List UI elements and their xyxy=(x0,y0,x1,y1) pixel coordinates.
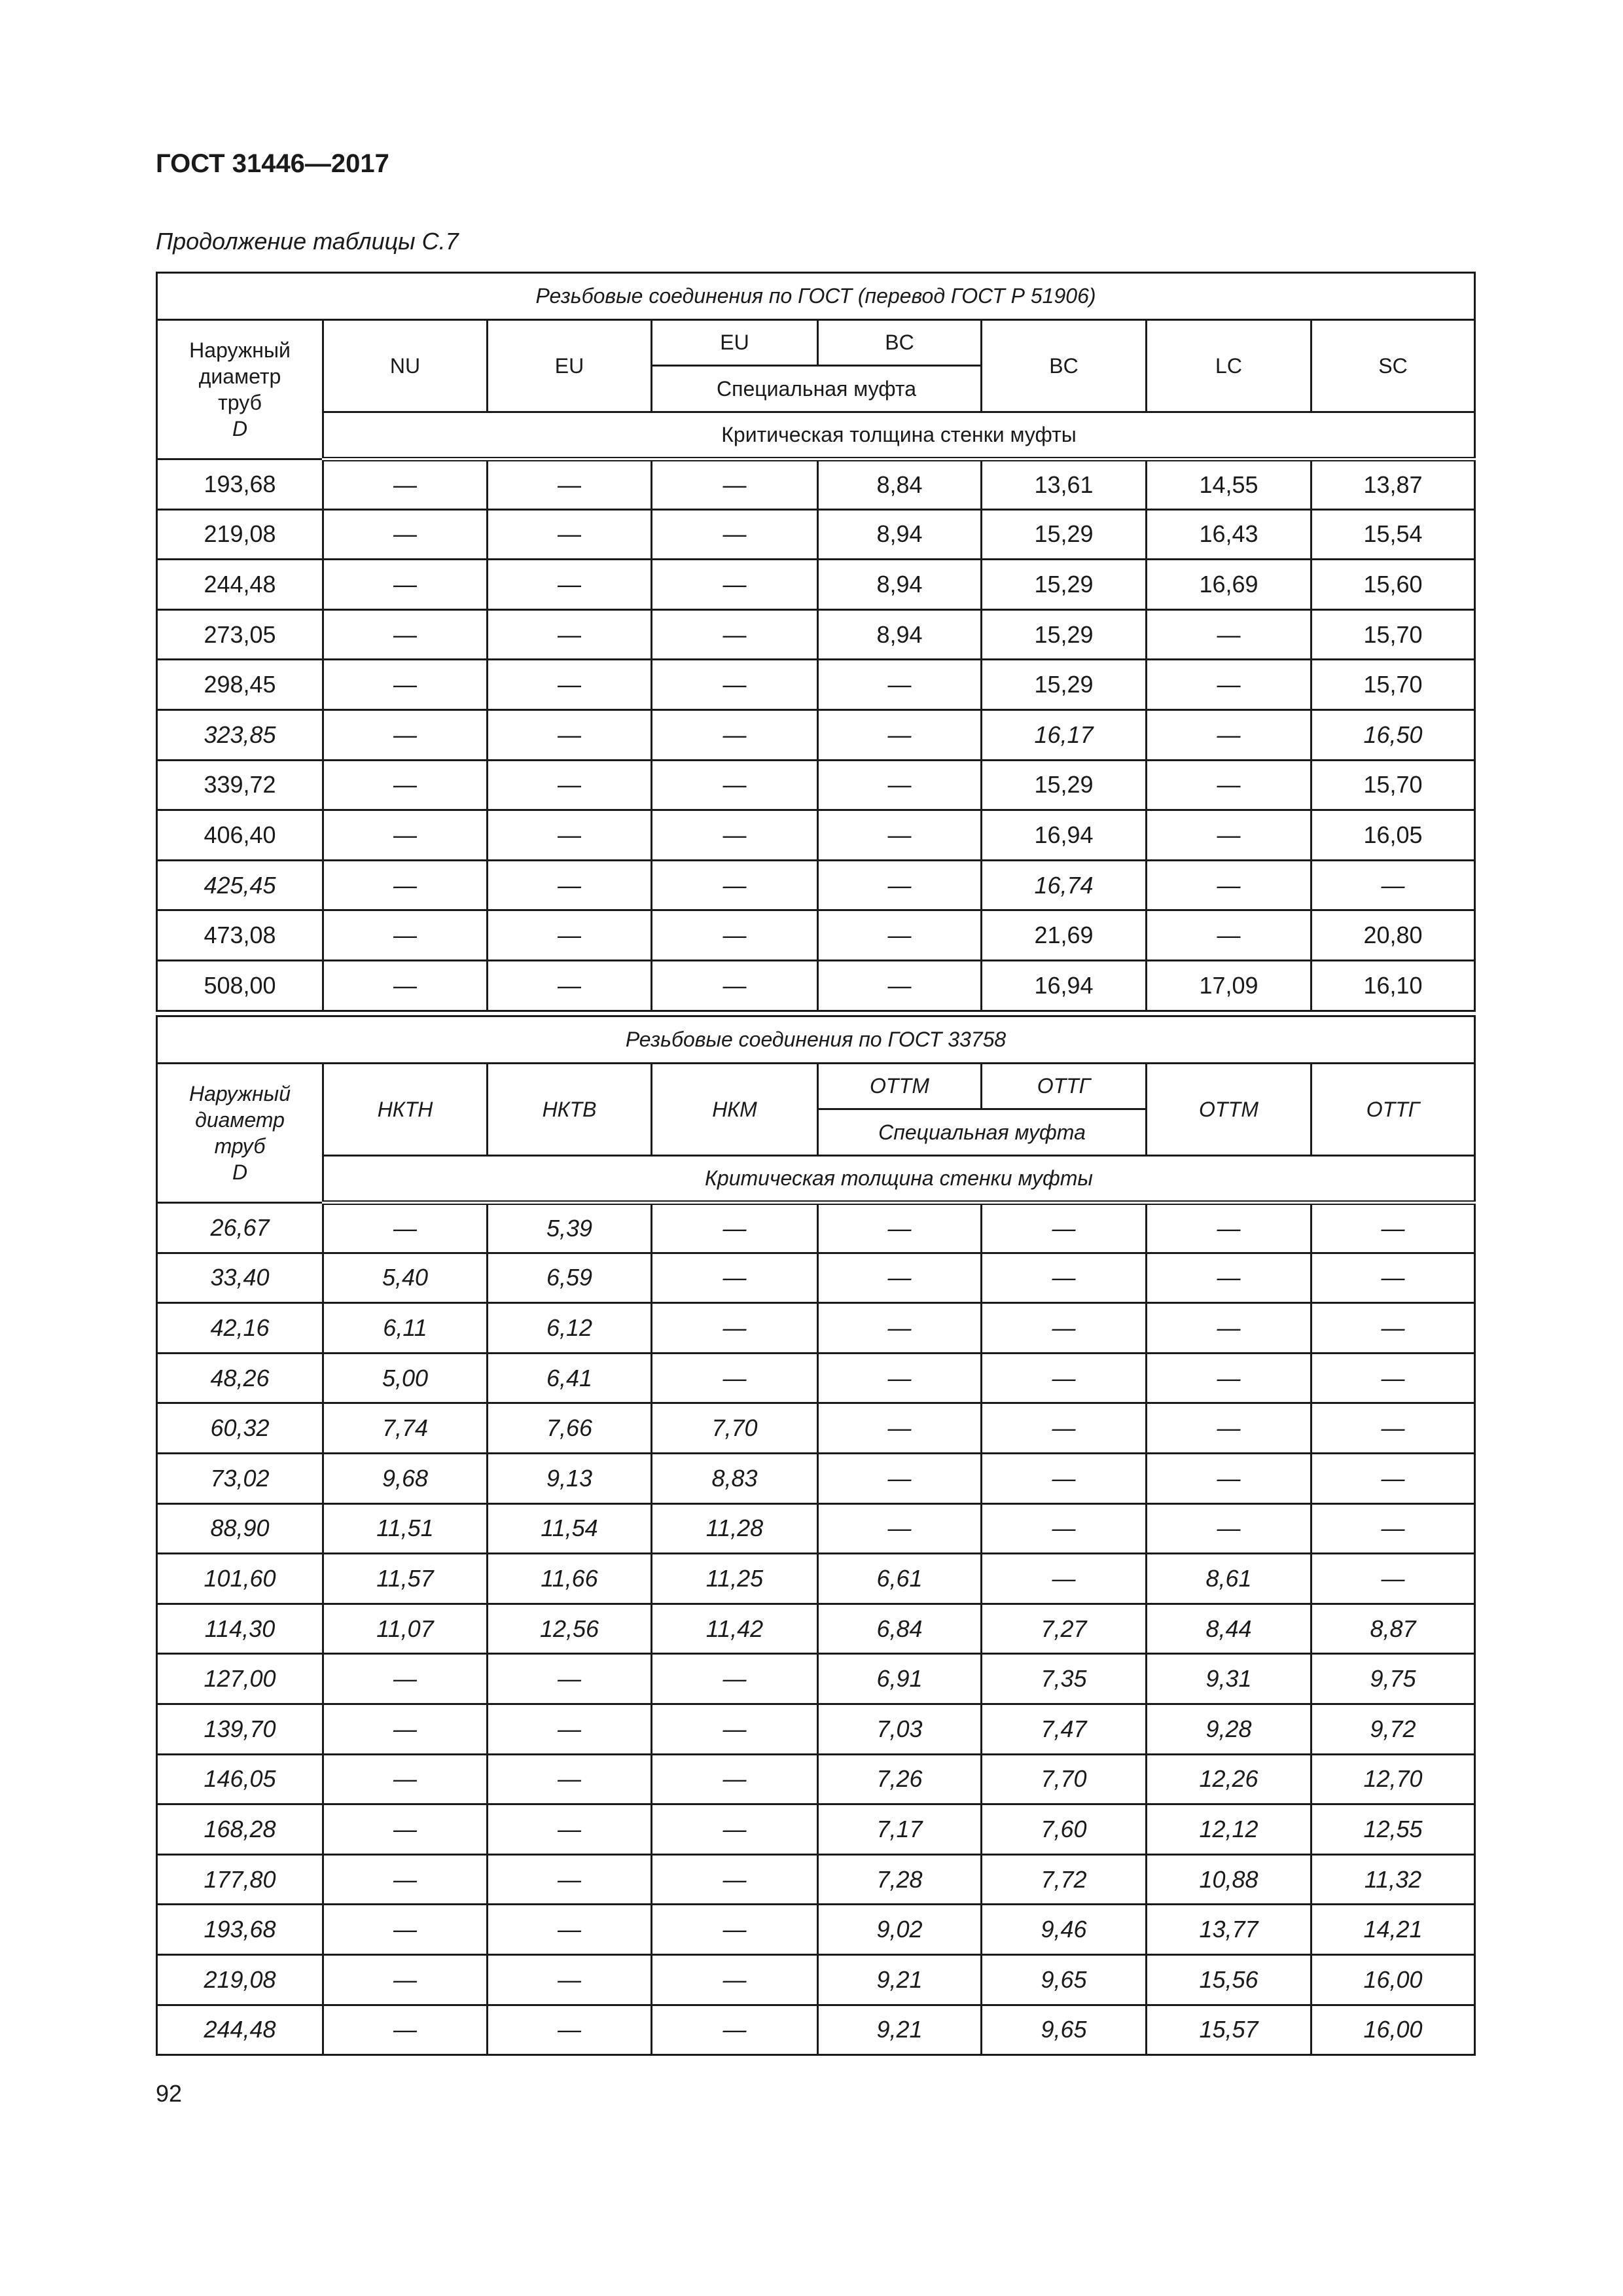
table-row xyxy=(157,810,1475,861)
thickness-cell: — xyxy=(818,810,982,861)
table-row xyxy=(157,709,1475,760)
thickness-cell: 7,26 xyxy=(818,1754,982,1804)
thickness-cell: 13,77 xyxy=(1147,1905,1311,1955)
thickness-cell: — xyxy=(818,1253,982,1303)
thickness-cell: — xyxy=(818,660,982,710)
col-header-ottm-special: ОТТМ xyxy=(818,1064,982,1109)
table-row xyxy=(157,1303,1475,1354)
thickness-cell: 9,28 xyxy=(1147,1704,1311,1754)
thickness-cell: — xyxy=(652,509,818,560)
thickness-cell: — xyxy=(1311,1253,1475,1303)
thickness-cell: 9,65 xyxy=(982,2005,1147,2055)
thickness-cell: 15,70 xyxy=(1311,760,1475,810)
thickness-cell: — xyxy=(1147,1503,1311,1554)
col-header-nkm: НКМ xyxy=(652,1064,818,1156)
thickness-cell: 11,66 xyxy=(488,1554,652,1604)
thickness-cell: — xyxy=(323,509,488,560)
thickness-cell: 12,12 xyxy=(1147,1804,1311,1855)
thickness-cell: 8,83 xyxy=(652,1453,818,1503)
thickness-cell: — xyxy=(1311,860,1475,910)
thickness-cell: 16,00 xyxy=(1311,2005,1475,2055)
thickness-cell: 14,21 xyxy=(1311,1905,1475,1955)
thickness-cell: — xyxy=(1311,1554,1475,1604)
col-header-sc: SC xyxy=(1311,320,1475,412)
thickness-cell: — xyxy=(652,810,818,861)
thickness-cell: — xyxy=(1147,1403,1311,1454)
thickness-cell: — xyxy=(488,860,652,910)
thickness-cell: 11,42 xyxy=(652,1604,818,1654)
diameter-cell: 244,48 xyxy=(157,560,323,610)
thickness-cell: — xyxy=(652,860,818,910)
thickness-cell: 7,27 xyxy=(982,1604,1147,1654)
col-header-bc: BC xyxy=(982,320,1147,412)
thickness-cell: — xyxy=(1311,1503,1475,1554)
thickness-cell: 9,46 xyxy=(982,1905,1147,1955)
table-gost-33758 xyxy=(156,1015,1476,2056)
diameter-header-line: диаметр xyxy=(198,365,281,388)
table-row xyxy=(157,760,1475,810)
thickness-cell: — xyxy=(1147,910,1311,961)
table-row xyxy=(157,1854,1475,1905)
thickness-cell: — xyxy=(652,459,818,510)
thickness-cell: 15,56 xyxy=(1147,1954,1311,2005)
thickness-cell: 6,84 xyxy=(818,1604,982,1654)
thickness-cell: — xyxy=(323,1905,488,1955)
thickness-cell: — xyxy=(652,1203,818,1253)
thickness-cell: 15,29 xyxy=(982,609,1147,660)
thickness-cell: 8,84 xyxy=(818,459,982,510)
thickness-cell: — xyxy=(323,1203,488,1253)
thickness-cell: — xyxy=(323,709,488,760)
thickness-cell: 16,43 xyxy=(1147,509,1311,560)
thickness-cell: 15,29 xyxy=(982,660,1147,710)
table-row xyxy=(157,609,1475,660)
thickness-cell: 20,80 xyxy=(1311,910,1475,961)
page-number: 92 xyxy=(156,2080,183,2107)
thickness-cell: — xyxy=(488,459,652,510)
thickness-cell: 13,87 xyxy=(1311,459,1475,510)
thickness-cell: 10,88 xyxy=(1147,1854,1311,1905)
thickness-cell: 12,55 xyxy=(1311,1804,1475,1855)
thickness-cell: — xyxy=(1311,1203,1475,1253)
thickness-cell: — xyxy=(982,1353,1147,1403)
diameter-cell: 219,08 xyxy=(157,1954,323,2005)
thickness-cell: — xyxy=(982,1453,1147,1503)
col-header-eu: EU xyxy=(488,320,652,412)
col-header-ottm: ОТТМ xyxy=(1147,1064,1311,1156)
thickness-cell: — xyxy=(488,1905,652,1955)
diameter-cell: 139,70 xyxy=(157,1704,323,1754)
thickness-cell: — xyxy=(982,1403,1147,1454)
thickness-cell: — xyxy=(652,1905,818,1955)
thickness-cell: — xyxy=(652,760,818,810)
diameter-cell: 48,26 xyxy=(157,1353,323,1403)
thickness-cell: 9,13 xyxy=(488,1453,652,1503)
thickness-cell: 9,68 xyxy=(323,1453,488,1503)
thickness-cell: 16,94 xyxy=(982,810,1147,861)
thickness-cell: 9,31 xyxy=(1147,1654,1311,1704)
thickness-cell: — xyxy=(652,1353,818,1403)
thickness-cell: 6,41 xyxy=(488,1353,652,1403)
table-row xyxy=(157,1905,1475,1955)
thickness-cell: — xyxy=(982,1503,1147,1554)
thickness-cell: 14,55 xyxy=(1147,459,1311,510)
thickness-cell: — xyxy=(818,960,982,1011)
thickness-cell: — xyxy=(1147,860,1311,910)
thickness-cell: 7,03 xyxy=(818,1704,982,1754)
thickness-cell: 12,56 xyxy=(488,1604,652,1654)
col-header-bc-special: BC xyxy=(818,320,982,366)
thickness-cell: 11,51 xyxy=(323,1503,488,1554)
thickness-cell: 9,65 xyxy=(982,1954,1147,2005)
diameter-cell: 168,28 xyxy=(157,1804,323,1855)
thickness-cell: 11,54 xyxy=(488,1503,652,1554)
thickness-cell: — xyxy=(818,1303,982,1354)
thickness-cell: — xyxy=(1147,810,1311,861)
thickness-cell: 8,94 xyxy=(818,560,982,610)
thickness-cell: 15,70 xyxy=(1311,660,1475,710)
diameter-header-line: труб xyxy=(218,391,262,414)
thickness-cell: 12,26 xyxy=(1147,1754,1311,1804)
diameter-cell: 193,68 xyxy=(157,459,323,510)
table2-title: Резьбовые соединения по ГОСТ 33758 xyxy=(157,1016,1475,1064)
diameter-cell: 60,32 xyxy=(157,1403,323,1454)
thickness-cell: 16,94 xyxy=(982,960,1147,1011)
thickness-cell: — xyxy=(652,1654,818,1704)
diameter-cell: 114,30 xyxy=(157,1604,323,1654)
thickness-cell: 7,72 xyxy=(982,1854,1147,1905)
diameter-header-line: Наружный xyxy=(189,1082,291,1105)
thickness-cell: 11,25 xyxy=(652,1554,818,1604)
thickness-cell: — xyxy=(652,2005,818,2055)
thickness-cell: 11,28 xyxy=(652,1503,818,1554)
diameter-cell: 244,48 xyxy=(157,2005,323,2055)
table-row xyxy=(157,1954,1475,2005)
thickness-cell: 16,10 xyxy=(1311,960,1475,1011)
thickness-cell: — xyxy=(1147,1353,1311,1403)
thickness-cell: 9,02 xyxy=(818,1905,982,1955)
diameter-cell: 33,40 xyxy=(157,1253,323,1303)
diameter-cell: 101,60 xyxy=(157,1554,323,1604)
thickness-cell: — xyxy=(652,1854,818,1905)
diameter-cell: 425,45 xyxy=(157,860,323,910)
thickness-cell: — xyxy=(652,609,818,660)
special-coupling-header: Специальная муфта xyxy=(652,366,982,412)
thickness-cell: — xyxy=(652,709,818,760)
thickness-cell: — xyxy=(488,760,652,810)
diameter-header xyxy=(157,1064,323,1203)
table-row xyxy=(157,910,1475,961)
thickness-cell: 21,69 xyxy=(982,910,1147,961)
thickness-cell: — xyxy=(1311,1453,1475,1503)
critical-thickness-header: Критическая толщина стенки муфты xyxy=(323,412,1475,459)
thickness-cell: — xyxy=(488,810,652,861)
thickness-cell: — xyxy=(652,660,818,710)
thickness-cell: — xyxy=(818,1403,982,1454)
thickness-cell: — xyxy=(323,2005,488,2055)
table-row xyxy=(157,459,1475,510)
thickness-cell: — xyxy=(652,1954,818,2005)
col-header-nktv: НКТВ xyxy=(488,1064,652,1156)
thickness-cell: 16,69 xyxy=(1147,560,1311,610)
thickness-cell: 16,50 xyxy=(1311,709,1475,760)
col-header-ottg-special: ОТТГ xyxy=(982,1064,1147,1109)
thickness-cell: 6,59 xyxy=(488,1253,652,1303)
thickness-cell: — xyxy=(488,1854,652,1905)
thickness-cell: — xyxy=(488,709,652,760)
thickness-cell: — xyxy=(1147,1203,1311,1253)
thickness-cell: — xyxy=(652,960,818,1011)
table-gost-51906 xyxy=(156,272,1476,1012)
table-row xyxy=(157,2005,1475,2055)
thickness-cell: 15,54 xyxy=(1311,509,1475,560)
diameter-cell: 508,00 xyxy=(157,960,323,1011)
thickness-cell: 8,94 xyxy=(818,509,982,560)
thickness-cell: 15,57 xyxy=(1147,2005,1311,2055)
diameter-header-line: Наружный xyxy=(189,338,291,362)
diameter-cell: 42,16 xyxy=(157,1303,323,1354)
thickness-cell: — xyxy=(323,1954,488,2005)
thickness-cell: 9,72 xyxy=(1311,1704,1475,1754)
diameter-cell: 177,80 xyxy=(157,1854,323,1905)
thickness-cell: — xyxy=(982,1554,1147,1604)
table-row xyxy=(157,1403,1475,1454)
thickness-cell: 7,35 xyxy=(982,1654,1147,1704)
thickness-cell: — xyxy=(652,1303,818,1354)
thickness-cell: — xyxy=(323,609,488,660)
table-row xyxy=(157,960,1475,1011)
thickness-cell: — xyxy=(982,1303,1147,1354)
thickness-cell: 6,91 xyxy=(818,1654,982,1704)
thickness-cell: — xyxy=(323,860,488,910)
thickness-cell: — xyxy=(818,1203,982,1253)
diameter-cell: 146,05 xyxy=(157,1754,323,1804)
thickness-cell: 7,60 xyxy=(982,1804,1147,1855)
thickness-cell: — xyxy=(818,709,982,760)
table-row xyxy=(157,1804,1475,1855)
thickness-cell: 16,00 xyxy=(1311,1954,1475,2005)
thickness-cell: 9,21 xyxy=(818,1954,982,2005)
thickness-cell: — xyxy=(323,760,488,810)
table-row xyxy=(157,1654,1475,1704)
thickness-cell: — xyxy=(323,910,488,961)
thickness-cell: 7,70 xyxy=(982,1754,1147,1804)
thickness-cell: 15,60 xyxy=(1311,560,1475,610)
thickness-cell: 15,29 xyxy=(982,760,1147,810)
thickness-cell: — xyxy=(652,1804,818,1855)
thickness-cell: 5,00 xyxy=(323,1353,488,1403)
thickness-cell: 6,12 xyxy=(488,1303,652,1354)
document-code: ГОСТ 31446—2017 xyxy=(156,149,389,178)
table-row xyxy=(157,1704,1475,1754)
thickness-cell: — xyxy=(488,1654,652,1704)
thickness-cell: — xyxy=(1311,1303,1475,1354)
table-row xyxy=(157,1253,1475,1303)
thickness-cell: 5,40 xyxy=(323,1253,488,1303)
thickness-cell: — xyxy=(818,860,982,910)
diameter-cell: 219,08 xyxy=(157,509,323,560)
thickness-cell: — xyxy=(1147,1453,1311,1503)
thickness-cell: — xyxy=(818,1453,982,1503)
thickness-cell: 15,29 xyxy=(982,560,1147,610)
thickness-cell: — xyxy=(818,1503,982,1554)
table-row xyxy=(157,1203,1475,1253)
thickness-cell: — xyxy=(323,810,488,861)
col-header-eu-special: EU xyxy=(652,320,818,366)
thickness-cell: — xyxy=(652,560,818,610)
diameter-header-line: D xyxy=(232,417,248,440)
table-row xyxy=(157,1503,1475,1554)
diameter-cell: 73,02 xyxy=(157,1453,323,1503)
thickness-cell: 16,74 xyxy=(982,860,1147,910)
thickness-cell: — xyxy=(1147,609,1311,660)
diameter-header xyxy=(157,320,323,459)
thickness-cell: — xyxy=(323,459,488,510)
thickness-cell: 8,94 xyxy=(818,609,982,660)
thickness-cell: — xyxy=(818,1353,982,1403)
diameter-cell: 88,90 xyxy=(157,1503,323,1554)
table-caption: Продолжение таблицы С.7 xyxy=(156,228,459,255)
diameter-cell: 323,85 xyxy=(157,709,323,760)
thickness-cell: 15,29 xyxy=(982,509,1147,560)
thickness-cell: — xyxy=(1311,1353,1475,1403)
thickness-cell: — xyxy=(323,960,488,1011)
table1-title: Резьбовые соединения по ГОСТ (перевод ГОСТ Р 51906) xyxy=(157,273,1475,320)
thickness-cell: 5,39 xyxy=(488,1203,652,1253)
thickness-cell: — xyxy=(652,1253,818,1303)
thickness-cell: — xyxy=(488,1704,652,1754)
table-row xyxy=(157,1554,1475,1604)
thickness-cell: — xyxy=(1311,1403,1475,1454)
thickness-cell: 7,28 xyxy=(818,1854,982,1905)
table-row xyxy=(157,1604,1475,1654)
thickness-cell: 7,47 xyxy=(982,1704,1147,1754)
thickness-cell: — xyxy=(488,1754,652,1804)
thickness-cell: — xyxy=(488,1954,652,2005)
thickness-cell: — xyxy=(488,509,652,560)
thickness-cell: 11,32 xyxy=(1311,1854,1475,1905)
critical-thickness-header: Критическая толщина стенки муфты xyxy=(323,1156,1475,1203)
table-row xyxy=(157,560,1475,610)
thickness-cell: 6,61 xyxy=(818,1554,982,1604)
thickness-cell: 6,11 xyxy=(323,1303,488,1354)
table-row xyxy=(157,509,1475,560)
diameter-cell: 273,05 xyxy=(157,609,323,660)
thickness-cell: — xyxy=(1147,1303,1311,1354)
thickness-cell: 15,70 xyxy=(1311,609,1475,660)
table-row xyxy=(157,1353,1475,1403)
thickness-cell: 8,61 xyxy=(1147,1554,1311,1604)
diameter-cell: 473,08 xyxy=(157,910,323,961)
thickness-cell: 11,07 xyxy=(323,1604,488,1654)
thickness-cell: — xyxy=(982,1253,1147,1303)
thickness-cell: — xyxy=(488,1804,652,1855)
thickness-cell: 8,44 xyxy=(1147,1604,1311,1654)
thickness-cell: — xyxy=(818,910,982,961)
thickness-cell: — xyxy=(982,1203,1147,1253)
diameter-cell: 127,00 xyxy=(157,1654,323,1704)
thickness-cell: 13,61 xyxy=(982,459,1147,510)
table1-body xyxy=(157,459,1475,1011)
thickness-cell: 8,87 xyxy=(1311,1604,1475,1654)
thickness-cell: 16,17 xyxy=(982,709,1147,760)
thickness-cell: 11,57 xyxy=(323,1554,488,1604)
thickness-cell: — xyxy=(488,560,652,610)
table-row xyxy=(157,860,1475,910)
thickness-cell: — xyxy=(323,1804,488,1855)
table2-body xyxy=(157,1203,1475,2055)
thickness-cell: — xyxy=(488,660,652,710)
diameter-cell: 26,67 xyxy=(157,1203,323,1253)
thickness-cell: — xyxy=(323,1654,488,1704)
thickness-cell: — xyxy=(1147,660,1311,710)
thickness-cell: 16,05 xyxy=(1311,810,1475,861)
thickness-cell: — xyxy=(323,1854,488,1905)
thickness-cell: 12,70 xyxy=(1311,1754,1475,1804)
thickness-cell: — xyxy=(323,660,488,710)
diameter-cell: 193,68 xyxy=(157,1905,323,1955)
table-row xyxy=(157,660,1475,710)
diameter-header-line: D xyxy=(232,1160,248,1184)
col-header-nu: NU xyxy=(323,320,488,412)
diameter-cell: 298,45 xyxy=(157,660,323,710)
thickness-cell: — xyxy=(488,960,652,1011)
thickness-cell: 9,21 xyxy=(818,2005,982,2055)
thickness-cell: 9,75 xyxy=(1311,1654,1475,1704)
thickness-cell: — xyxy=(818,760,982,810)
thickness-cell: 7,17 xyxy=(818,1804,982,1855)
thickness-cell: — xyxy=(488,2005,652,2055)
thickness-cell: — xyxy=(1147,709,1311,760)
thickness-cell: — xyxy=(488,910,652,961)
col-header-lc: LC xyxy=(1147,320,1311,412)
special-coupling-header: Специальная муфта xyxy=(818,1109,1147,1156)
thickness-cell: — xyxy=(323,1704,488,1754)
thickness-cell: — xyxy=(323,1754,488,1804)
thickness-cell: 7,74 xyxy=(323,1403,488,1454)
thickness-cell: — xyxy=(652,1704,818,1754)
thickness-cell: — xyxy=(1147,1253,1311,1303)
thickness-cell: 7,66 xyxy=(488,1403,652,1454)
diameter-header-line: труб xyxy=(214,1134,266,1158)
thickness-cell: — xyxy=(652,1754,818,1804)
diameter-cell: 339,72 xyxy=(157,760,323,810)
thickness-cell: — xyxy=(488,609,652,660)
thickness-cell: 17,09 xyxy=(1147,960,1311,1011)
diameter-header-line: диаметр xyxy=(195,1108,285,1132)
thickness-cell: — xyxy=(323,560,488,610)
thickness-cell: — xyxy=(1147,760,1311,810)
thickness-cell: — xyxy=(652,910,818,961)
col-header-ottg: ОТТГ xyxy=(1311,1064,1475,1156)
table-row xyxy=(157,1453,1475,1503)
table-row xyxy=(157,1754,1475,1804)
col-header-nktn: НКТН xyxy=(323,1064,488,1156)
diameter-cell: 406,40 xyxy=(157,810,323,861)
thickness-cell: 7,70 xyxy=(652,1403,818,1454)
